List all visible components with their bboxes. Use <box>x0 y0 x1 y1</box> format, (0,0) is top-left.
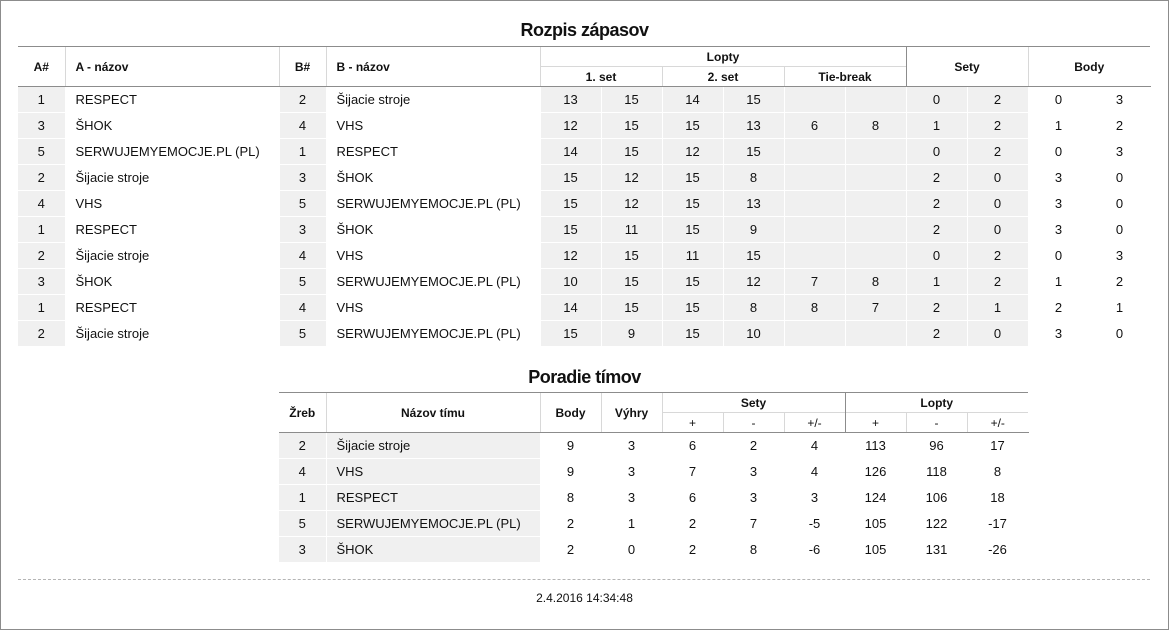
match-cell: 15 <box>662 191 723 217</box>
match-cell: 0 <box>967 191 1028 217</box>
team-cell: 1 <box>279 485 326 511</box>
match-cell: 3 <box>1028 321 1089 347</box>
team-cell: -6 <box>784 537 845 563</box>
team-cell: 3 <box>723 459 784 485</box>
header-b-name: B - názov <box>326 47 540 87</box>
match-cell: 15 <box>662 295 723 321</box>
team-cell: 2 <box>540 511 601 537</box>
footer-timestamp: 2.4.2016 14:34:48 <box>536 591 633 605</box>
match-cell: 4 <box>279 113 326 139</box>
match-row <box>18 295 1150 321</box>
match-cell: 15 <box>601 269 662 295</box>
match-cell: 2 <box>1089 269 1150 295</box>
match-cell: VHS <box>326 113 540 139</box>
schedule-table <box>18 46 1151 346</box>
header-sety-minus: - <box>723 413 784 433</box>
header-lopty: Lopty <box>540 47 906 67</box>
match-cell: ŠHOK <box>326 217 540 243</box>
match-cell: 15 <box>540 321 601 347</box>
header-lopty-minus: - <box>906 413 967 433</box>
team-cell: -5 <box>784 511 845 537</box>
team-cell: 6 <box>662 485 723 511</box>
team-cell: 6 <box>662 433 723 459</box>
match-cell: 15 <box>662 165 723 191</box>
header-a-name: A - názov <box>65 47 279 87</box>
match-cell: Šijacie stroje <box>326 87 540 113</box>
match-cell: 13 <box>540 87 601 113</box>
match-cell: 15 <box>662 113 723 139</box>
match-cell: 0 <box>1028 243 1089 269</box>
match-cell: 4 <box>279 295 326 321</box>
team-cell: 8 <box>540 485 601 511</box>
team-cell: 2 <box>540 537 601 563</box>
team-cell: VHS <box>326 459 540 485</box>
match-cell: 15 <box>723 243 784 269</box>
team-cell: 9 <box>540 459 601 485</box>
match-cell: 3 <box>1089 87 1150 113</box>
match-cell: 2 <box>18 165 65 191</box>
match-cell: 2 <box>906 191 967 217</box>
match-cell: 12 <box>540 243 601 269</box>
team-row <box>279 459 1028 485</box>
match-cell <box>845 191 906 217</box>
match-cell: ŠHOK <box>65 113 279 139</box>
match-cell: 11 <box>662 243 723 269</box>
match-cell: 0 <box>1028 139 1089 165</box>
match-cell: 5 <box>279 269 326 295</box>
match-cell <box>845 87 906 113</box>
team-cell: 7 <box>723 511 784 537</box>
match-row <box>18 243 1150 269</box>
match-cell: SERWUJEMYEMOCJE.PL (PL) <box>326 321 540 347</box>
header-set1: 1. set <box>540 67 662 87</box>
match-cell: 15 <box>662 217 723 243</box>
match-cell: 8 <box>845 113 906 139</box>
match-cell: 12 <box>540 113 601 139</box>
match-cell: 3 <box>1028 217 1089 243</box>
match-cell: 12 <box>662 139 723 165</box>
match-cell <box>784 165 845 191</box>
team-cell: 5 <box>279 511 326 537</box>
match-row <box>18 113 1150 139</box>
match-cell: 0 <box>1028 87 1089 113</box>
team-cell: 105 <box>845 511 906 537</box>
match-cell <box>845 165 906 191</box>
team-cell: Šijacie stroje <box>326 433 540 459</box>
team-cell: 118 <box>906 459 967 485</box>
match-cell: 0 <box>967 321 1028 347</box>
match-cell: 15 <box>601 139 662 165</box>
footer-divider <box>18 579 1150 580</box>
team-cell: 2 <box>723 433 784 459</box>
match-cell: 2 <box>906 165 967 191</box>
header-lopty-plus: + <box>845 413 906 433</box>
match-cell: 15 <box>540 191 601 217</box>
header-b-num: B# <box>279 47 326 87</box>
match-cell <box>784 87 845 113</box>
match-cell: 6 <box>784 113 845 139</box>
match-cell: 15 <box>540 165 601 191</box>
match-cell: 1 <box>906 269 967 295</box>
match-cell <box>845 243 906 269</box>
match-cell: 0 <box>967 165 1028 191</box>
match-cell: 12 <box>723 269 784 295</box>
header-sety: Sety <box>906 47 1028 87</box>
match-cell: 3 <box>1089 139 1150 165</box>
match-cell: 11 <box>601 217 662 243</box>
header-set2: 2. set <box>662 67 784 87</box>
match-cell: VHS <box>326 295 540 321</box>
match-cell: 7 <box>784 269 845 295</box>
header-lopty: Lopty <box>845 393 1028 413</box>
match-cell: ŠHOK <box>65 269 279 295</box>
match-cell: 9 <box>601 321 662 347</box>
team-cell: 126 <box>845 459 906 485</box>
team-cell: 8 <box>967 459 1028 485</box>
schedule-title: Rozpis zápasov <box>520 20 649 40</box>
match-cell: 3 <box>279 165 326 191</box>
match-cell: Šijacie stroje <box>65 165 279 191</box>
match-cell <box>845 321 906 347</box>
match-cell: 2 <box>967 243 1028 269</box>
match-cell: 0 <box>967 217 1028 243</box>
team-cell: 105 <box>845 537 906 563</box>
match-row <box>18 269 1150 295</box>
match-cell: 15 <box>601 113 662 139</box>
team-cell: 3 <box>601 459 662 485</box>
team-cell: 124 <box>845 485 906 511</box>
match-cell: 13 <box>723 113 784 139</box>
match-cell: 12 <box>601 191 662 217</box>
team-cell: 131 <box>906 537 967 563</box>
match-cell: 3 <box>1028 165 1089 191</box>
match-cell: 3 <box>18 113 65 139</box>
match-cell: 1 <box>18 87 65 113</box>
match-cell: 2 <box>1089 113 1150 139</box>
match-cell: 1 <box>967 295 1028 321</box>
match-cell: 8 <box>845 269 906 295</box>
match-cell: 2 <box>279 87 326 113</box>
header-tiebreak: Tie-break <box>784 67 906 87</box>
match-cell: 15 <box>601 295 662 321</box>
match-cell: 2 <box>1028 295 1089 321</box>
match-cell: 0 <box>1089 321 1150 347</box>
team-cell: 122 <box>906 511 967 537</box>
match-cell: VHS <box>326 243 540 269</box>
team-row <box>279 537 1028 563</box>
team-cell: 4 <box>784 433 845 459</box>
match-cell: 3 <box>1089 243 1150 269</box>
team-row <box>279 511 1028 537</box>
match-cell: 15 <box>601 87 662 113</box>
match-cell: 2 <box>906 295 967 321</box>
match-cell: 0 <box>906 139 967 165</box>
team-row <box>279 433 1028 459</box>
match-cell: 15 <box>662 269 723 295</box>
ranking-title: Poradie tímov <box>528 367 641 387</box>
match-cell: 14 <box>540 295 601 321</box>
match-cell: SERWUJEMYEMOCJE.PL (PL) <box>326 269 540 295</box>
match-cell: 2 <box>18 321 65 347</box>
match-cell: 15 <box>540 217 601 243</box>
match-cell: Šijacie stroje <box>65 243 279 269</box>
match-cell: 0 <box>1089 165 1150 191</box>
team-cell: 3 <box>723 485 784 511</box>
match-cell <box>784 321 845 347</box>
team-cell: 3 <box>601 433 662 459</box>
team-cell: 3 <box>279 537 326 563</box>
team-cell: 106 <box>906 485 967 511</box>
match-cell: 3 <box>18 269 65 295</box>
match-row <box>18 165 1150 191</box>
match-cell: VHS <box>65 191 279 217</box>
match-cell: Šijacie stroje <box>65 321 279 347</box>
team-cell: 2 <box>279 433 326 459</box>
match-cell: 0 <box>1089 191 1150 217</box>
match-cell: 2 <box>967 113 1028 139</box>
match-cell: 3 <box>1028 191 1089 217</box>
team-cell: 2 <box>662 537 723 563</box>
team-cell: 3 <box>601 485 662 511</box>
match-cell: 15 <box>601 243 662 269</box>
match-cell: 10 <box>723 321 784 347</box>
match-cell: SERWUJEMYEMOCJE.PL (PL) <box>326 191 540 217</box>
team-cell: SERWUJEMYEMOCJE.PL (PL) <box>326 511 540 537</box>
match-cell: 1 <box>18 217 65 243</box>
match-cell: 2 <box>967 139 1028 165</box>
header-zreb: Žreb <box>279 393 326 433</box>
match-cell: 14 <box>540 139 601 165</box>
match-cell: 2 <box>906 217 967 243</box>
team-cell: -17 <box>967 511 1028 537</box>
team-cell: ŠHOK <box>326 537 540 563</box>
match-row <box>18 321 1150 347</box>
match-row <box>18 87 1150 113</box>
match-cell <box>845 139 906 165</box>
match-cell: 7 <box>845 295 906 321</box>
team-cell: 113 <box>845 433 906 459</box>
match-cell: 3 <box>279 217 326 243</box>
match-cell: 15 <box>723 87 784 113</box>
match-cell: 9 <box>723 217 784 243</box>
match-cell: RESPECT <box>326 139 540 165</box>
match-row <box>18 217 1150 243</box>
match-cell <box>845 217 906 243</box>
team-cell: 4 <box>279 459 326 485</box>
match-cell: 5 <box>279 191 326 217</box>
match-cell <box>784 191 845 217</box>
ranking-table <box>279 392 1029 562</box>
header-sety-plus: + <box>662 413 723 433</box>
match-cell: 4 <box>18 191 65 217</box>
match-cell: 8 <box>723 295 784 321</box>
team-cell: 7 <box>662 459 723 485</box>
team-cell: 8 <box>723 537 784 563</box>
match-cell <box>784 139 845 165</box>
match-cell: 1 <box>1089 295 1150 321</box>
match-cell: 0 <box>1089 217 1150 243</box>
match-cell: 0 <box>906 87 967 113</box>
team-cell: 1 <box>601 511 662 537</box>
match-cell: 1 <box>18 295 65 321</box>
match-cell: RESPECT <box>65 295 279 321</box>
match-cell: 8 <box>784 295 845 321</box>
header-vyhry: Výhry <box>601 393 662 433</box>
match-cell: RESPECT <box>65 217 279 243</box>
header-body: Body <box>540 393 601 433</box>
header-lopty-diff: +/- <box>967 413 1028 433</box>
team-row <box>279 485 1028 511</box>
header-sety-diff: +/- <box>784 413 845 433</box>
match-cell: 1 <box>1028 269 1089 295</box>
match-cell: 15 <box>723 139 784 165</box>
team-cell: 9 <box>540 433 601 459</box>
team-cell: 2 <box>662 511 723 537</box>
team-cell: 3 <box>784 485 845 511</box>
team-cell: 96 <box>906 433 967 459</box>
team-cell: RESPECT <box>326 485 540 511</box>
team-cell: 18 <box>967 485 1028 511</box>
match-cell: ŠHOK <box>326 165 540 191</box>
match-cell <box>784 217 845 243</box>
match-cell: 15 <box>662 321 723 347</box>
match-cell: 5 <box>279 321 326 347</box>
match-cell: 10 <box>540 269 601 295</box>
match-cell: 14 <box>662 87 723 113</box>
header-team: Názov tímu <box>326 393 540 433</box>
match-cell: 0 <box>906 243 967 269</box>
team-cell: 0 <box>601 537 662 563</box>
header-sety: Sety <box>662 393 845 413</box>
match-cell: 1 <box>906 113 967 139</box>
match-cell: 2 <box>967 269 1028 295</box>
match-row <box>18 139 1150 165</box>
match-cell: 2 <box>18 243 65 269</box>
match-row <box>18 191 1150 217</box>
match-cell: 8 <box>723 165 784 191</box>
match-cell: 4 <box>279 243 326 269</box>
header-a-num: A# <box>18 47 65 87</box>
match-cell <box>784 243 845 269</box>
match-cell: 2 <box>906 321 967 347</box>
team-cell: -26 <box>967 537 1028 563</box>
header-body: Body <box>1028 47 1150 87</box>
match-cell: SERWUJEMYEMOCJE.PL (PL) <box>65 139 279 165</box>
team-cell: 4 <box>784 459 845 485</box>
match-cell: 13 <box>723 191 784 217</box>
match-cell: 2 <box>967 87 1028 113</box>
match-cell: 1 <box>279 139 326 165</box>
match-cell: RESPECT <box>65 87 279 113</box>
match-cell: 12 <box>601 165 662 191</box>
match-cell: 5 <box>18 139 65 165</box>
match-cell: 1 <box>1028 113 1089 139</box>
team-cell: 17 <box>967 433 1028 459</box>
